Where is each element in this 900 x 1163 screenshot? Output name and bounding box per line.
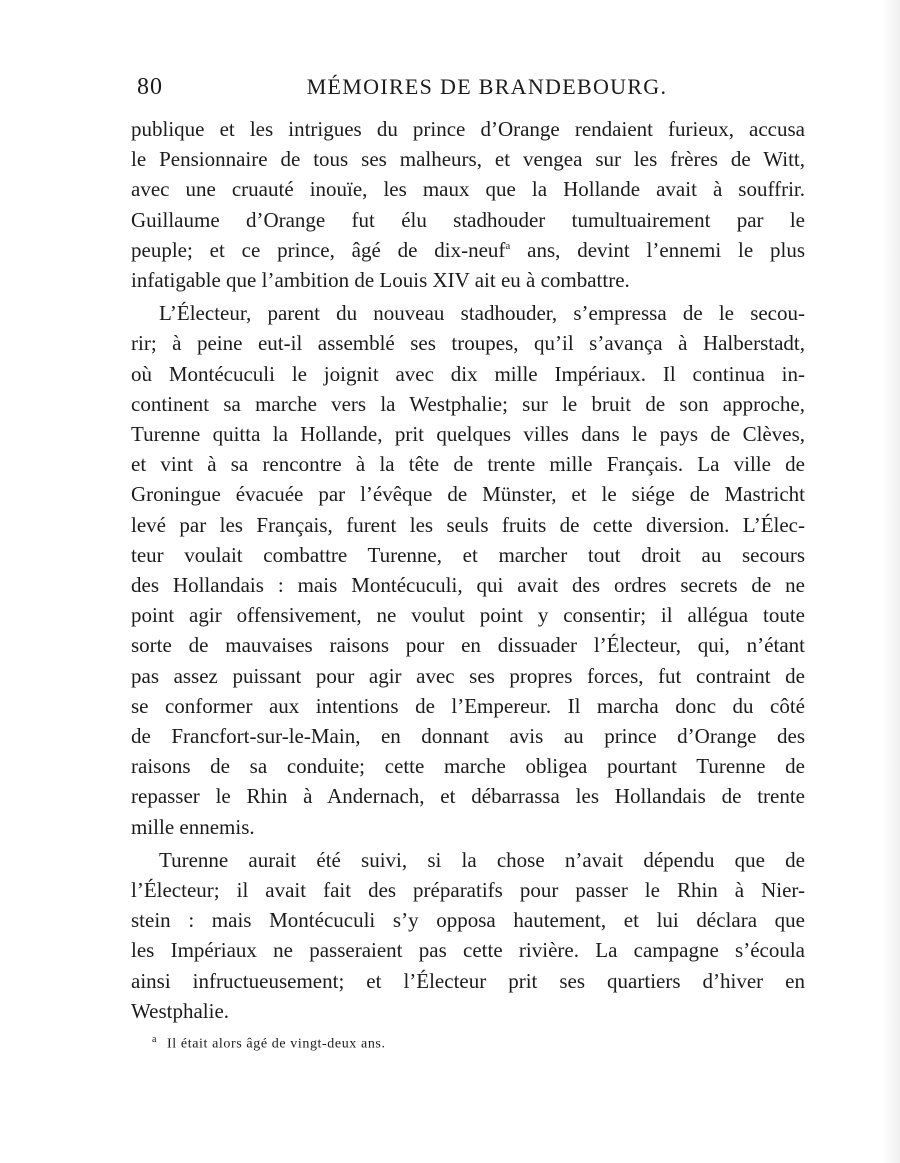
text-line: sorte de mauvaises raisons pour en dissuader l’Électeur, qui, n’étant xyxy=(131,633,805,658)
text-line: raisons de sa conduite; cette marche obligea pourtant Turenne de xyxy=(131,754,805,779)
text-line: mille ennemis. xyxy=(131,814,255,839)
text-line: pas assez puissant pour agir avec ses propres forces, fut contraint de xyxy=(131,663,805,688)
text-line: continent sa marche vers la Westphalie; sur le bruit de son approche, xyxy=(131,391,805,416)
text-line: rir; à peine eut-il assemblé ses troupes, qu’il s’avança à Halberstadt, xyxy=(131,331,805,356)
running-title: MÉMOIRES DE BRANDEBOURG. xyxy=(306,74,668,99)
text-line: les Impériaux ne passeraient pas cette rivière. La campagne s’écoula xyxy=(131,938,805,963)
text-line: Guillaume d’Orange fut élu stadhouder tumultuairement par le xyxy=(131,207,805,232)
paragraph-2 xyxy=(131,298,805,842)
text-line: infatigable que l’ambition de Louis XIV ait eu à combattre. xyxy=(131,268,630,293)
text-line: publique et les intrigues du prince d’Orange rendaient furieux, accusa xyxy=(131,117,805,141)
text-segment: peuple; et ce prince, âgé de dix-neuf xyxy=(131,237,506,262)
text-line: ainsi infructueusement; et l’Électeur prit ses quartiers d’hiver en xyxy=(131,968,805,993)
page-header xyxy=(137,74,802,108)
text-line-with-footnote-ref xyxy=(131,235,805,265)
text-line: et vint à sa rencontre à la tête de trente mille Français. La ville de xyxy=(131,452,805,477)
text-line: où Montécuculi le joignit avec dix mille Impériaux. Il continua in- xyxy=(131,361,805,386)
page-edge-shadow xyxy=(882,0,900,1163)
text-line: de Francfort-sur-le-Main, en donnant avis au prince d’Orange des xyxy=(131,724,805,749)
footnote-text: Il était alors âgé de vingt-deux ans. xyxy=(167,1036,386,1052)
paragraph-1 xyxy=(131,114,805,295)
text-line: Groningue évacuée par l’évêque de Münster, et le siége de Mastricht xyxy=(131,482,805,507)
body-text xyxy=(131,114,805,1026)
text-line: Westphalie. xyxy=(131,998,230,1023)
text-line: stein : mais Montécuculi s’y opposa hautement, et lui déclara que xyxy=(131,908,805,933)
text-line: le Pensionnaire de tous ses malheurs, et vengea sur les frères de Witt, xyxy=(131,147,805,172)
text-line: l’Électeur; il avait fait des préparatifs pour passer le Rhin à Nier- xyxy=(131,878,805,903)
footnote xyxy=(152,1034,386,1053)
text-line: teur voulait combattre Turenne, et marcher tout droit au secours xyxy=(131,542,805,567)
text-line: Turenne quitta la Hollande, prit quelques villes dans le pays de Clèves, xyxy=(131,422,805,447)
text-line: levé par les Français, furent les seuls fruits de cette diversion. L’Élec- xyxy=(131,512,805,537)
paragraph-3 xyxy=(131,845,805,1026)
footnote-reference[interactable]: a xyxy=(505,239,511,252)
text-line: se conformer aux intentions de l’Empereur. Il marcha donc du côté xyxy=(131,693,805,718)
text-line: des Hollandais : mais Montécuculi, qui avait des ordres secrets de ne xyxy=(131,573,805,598)
text-line: avec une cruauté inouïe, les maux que la Hollande avait à souffrir. xyxy=(131,177,805,202)
text-line: point agir offensivement, ne voulut point y consentir; il allégua toute xyxy=(131,603,805,628)
text-segment: ans, devint l’ennemi le plus xyxy=(510,237,805,262)
text-line: L’Électeur, parent du nouveau stadhouder, s’empressa de le secou- xyxy=(159,301,805,326)
text-line: repasser le Rhin à Andernach, et débarrassa les Hollandais de trente xyxy=(131,784,805,809)
text-line: Turenne aurait été suivi, si la chose n’avait dépendu que de xyxy=(159,847,805,872)
footnote-marker: a xyxy=(152,1034,158,1045)
page-number: 80 xyxy=(137,74,163,100)
